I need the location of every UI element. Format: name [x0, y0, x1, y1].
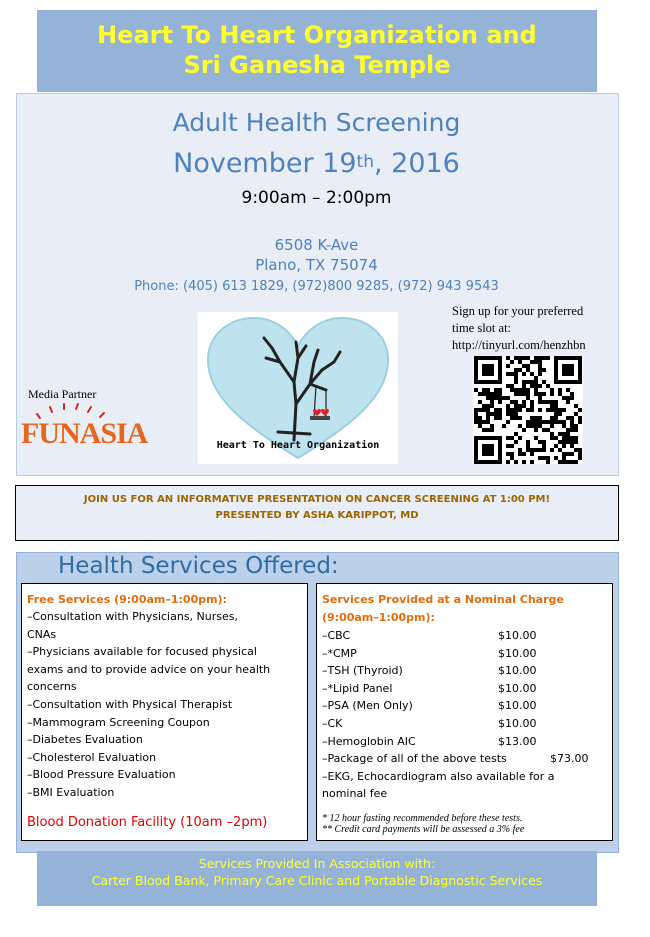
list-item: –Blood Pressure Evaluation [27, 768, 176, 782]
event-time: 9:00am – 2:00pm [241, 188, 392, 208]
price-row-name: –Hemoglobin AIC [322, 734, 416, 748]
presentation-line2: PRESENTED BY ASHA KARIPPOT, MD [215, 510, 419, 521]
price-row-value: $10.00 [498, 681, 537, 695]
list-item: –Mammogram Screening Coupon [27, 715, 210, 729]
address-line2: Plano, TX 75074 [255, 256, 378, 274]
free-services-title: Free Services (9:00am–1:00pm): [27, 593, 227, 606]
price-row-value: $13.00 [498, 734, 537, 748]
price-row [322, 715, 607, 733]
list-item: –Diabetes Evaluation [27, 733, 143, 747]
package-row [322, 750, 607, 768]
blood-donation-note: Blood Donation Facility (10am –2pm) [27, 815, 268, 830]
price-row-value: $10.00 [498, 664, 537, 678]
ekg-line2: nominal fee [322, 787, 388, 801]
price-row-name: –*CMP [322, 646, 357, 660]
event-title: Adult Health Screening [172, 108, 461, 137]
price-row-name: –*Lipid Panel [322, 681, 393, 695]
price-row [322, 680, 607, 698]
price-row-value: $10.00 [498, 629, 537, 642]
presentation-line1: JOIN US FOR AN INFORMATIVE PRESENTATION ON CANCER SCREENING AT 1:00 PM! [83, 494, 551, 505]
paid-services-list [322, 627, 607, 803]
price-row [322, 645, 607, 663]
price-row-name: –CK [322, 716, 343, 730]
signup-line2: time slot at: [452, 321, 512, 335]
paid-services-title-line1: Services Provided at a Nominal Charge [322, 593, 564, 606]
price-row [322, 627, 607, 645]
price-row [322, 697, 607, 715]
phone-numbers: Phone: (405) 613 1829, (972)800 9285, (972) 943 9543 [134, 279, 499, 294]
fasting-note: * 12 hour fasting recommended before these tests. [322, 813, 523, 824]
organization-title [37, 20, 597, 80]
list-item: –Physicians available for focused physical [27, 645, 257, 659]
list-item: CNAs [27, 627, 57, 641]
price-row-value: $10.00 [498, 699, 537, 713]
price-row-name: –TSH (Thyroid) [322, 664, 403, 678]
signup-url[interactable]: http://tinyurl.com/henzhbn [452, 338, 586, 352]
list-item: concerns [27, 680, 77, 694]
event-date-year: , 2016 [373, 148, 460, 179]
price-row [322, 662, 607, 680]
signup-info [452, 303, 622, 354]
event-date-main: November 19 [173, 148, 357, 179]
signup-line1: Sign up for your preferred [452, 304, 584, 318]
price-row-value: $10.00 [498, 716, 537, 730]
list-item: –BMI Evaluation [27, 785, 115, 799]
price-row-value: $10.00 [498, 646, 537, 660]
qr-code-graphic [473, 356, 583, 464]
ekg-line1: –EKG, Echocardiogram also available for a [322, 769, 555, 783]
address-line1: 6508 K-Ave [274, 236, 359, 254]
list-item: –Cholesterol Evaluation [27, 750, 157, 764]
paid-services-title-line2: (9:00am–1:00pm): [322, 611, 435, 624]
package-name: –Package of all of the above tests [322, 752, 507, 766]
list-item: –Consultation with Physicians, Nurses, [27, 610, 238, 623]
package-price: $73.00 [550, 752, 589, 766]
credit-card-note: ** Credit card payments will be assessed a 3% fee [322, 824, 525, 835]
footer-line1: Services Provided In Association with: [198, 856, 436, 871]
list-item: –Consultation with Physical Therapist [27, 697, 233, 711]
free-services-list [27, 608, 302, 802]
qr-code-icon[interactable] [473, 356, 583, 464]
event-date [16, 148, 617, 179]
event-date-suffix: th [356, 152, 374, 172]
organization-title-line1: Heart To Heart Organization and [97, 21, 537, 49]
list-item: exams and to provide advice on your health [27, 662, 271, 676]
funasia-logo: FUNASIA [21, 417, 148, 450]
services-heading: Health Services Offered: [58, 553, 339, 579]
price-row [322, 733, 607, 751]
logo-caption: Heart To Heart Organization [216, 440, 380, 451]
price-row-name: –PSA (Men Only) [322, 699, 413, 713]
price-row-name: –CBC [322, 629, 351, 642]
footer-line2: Carter Blood Bank, Primary Care Clinic and Portable Diagnostic Services [91, 873, 543, 888]
organization-title-line2: Sri Ganesha Temple [183, 51, 451, 79]
media-partner-label: Media Partner [28, 387, 97, 401]
